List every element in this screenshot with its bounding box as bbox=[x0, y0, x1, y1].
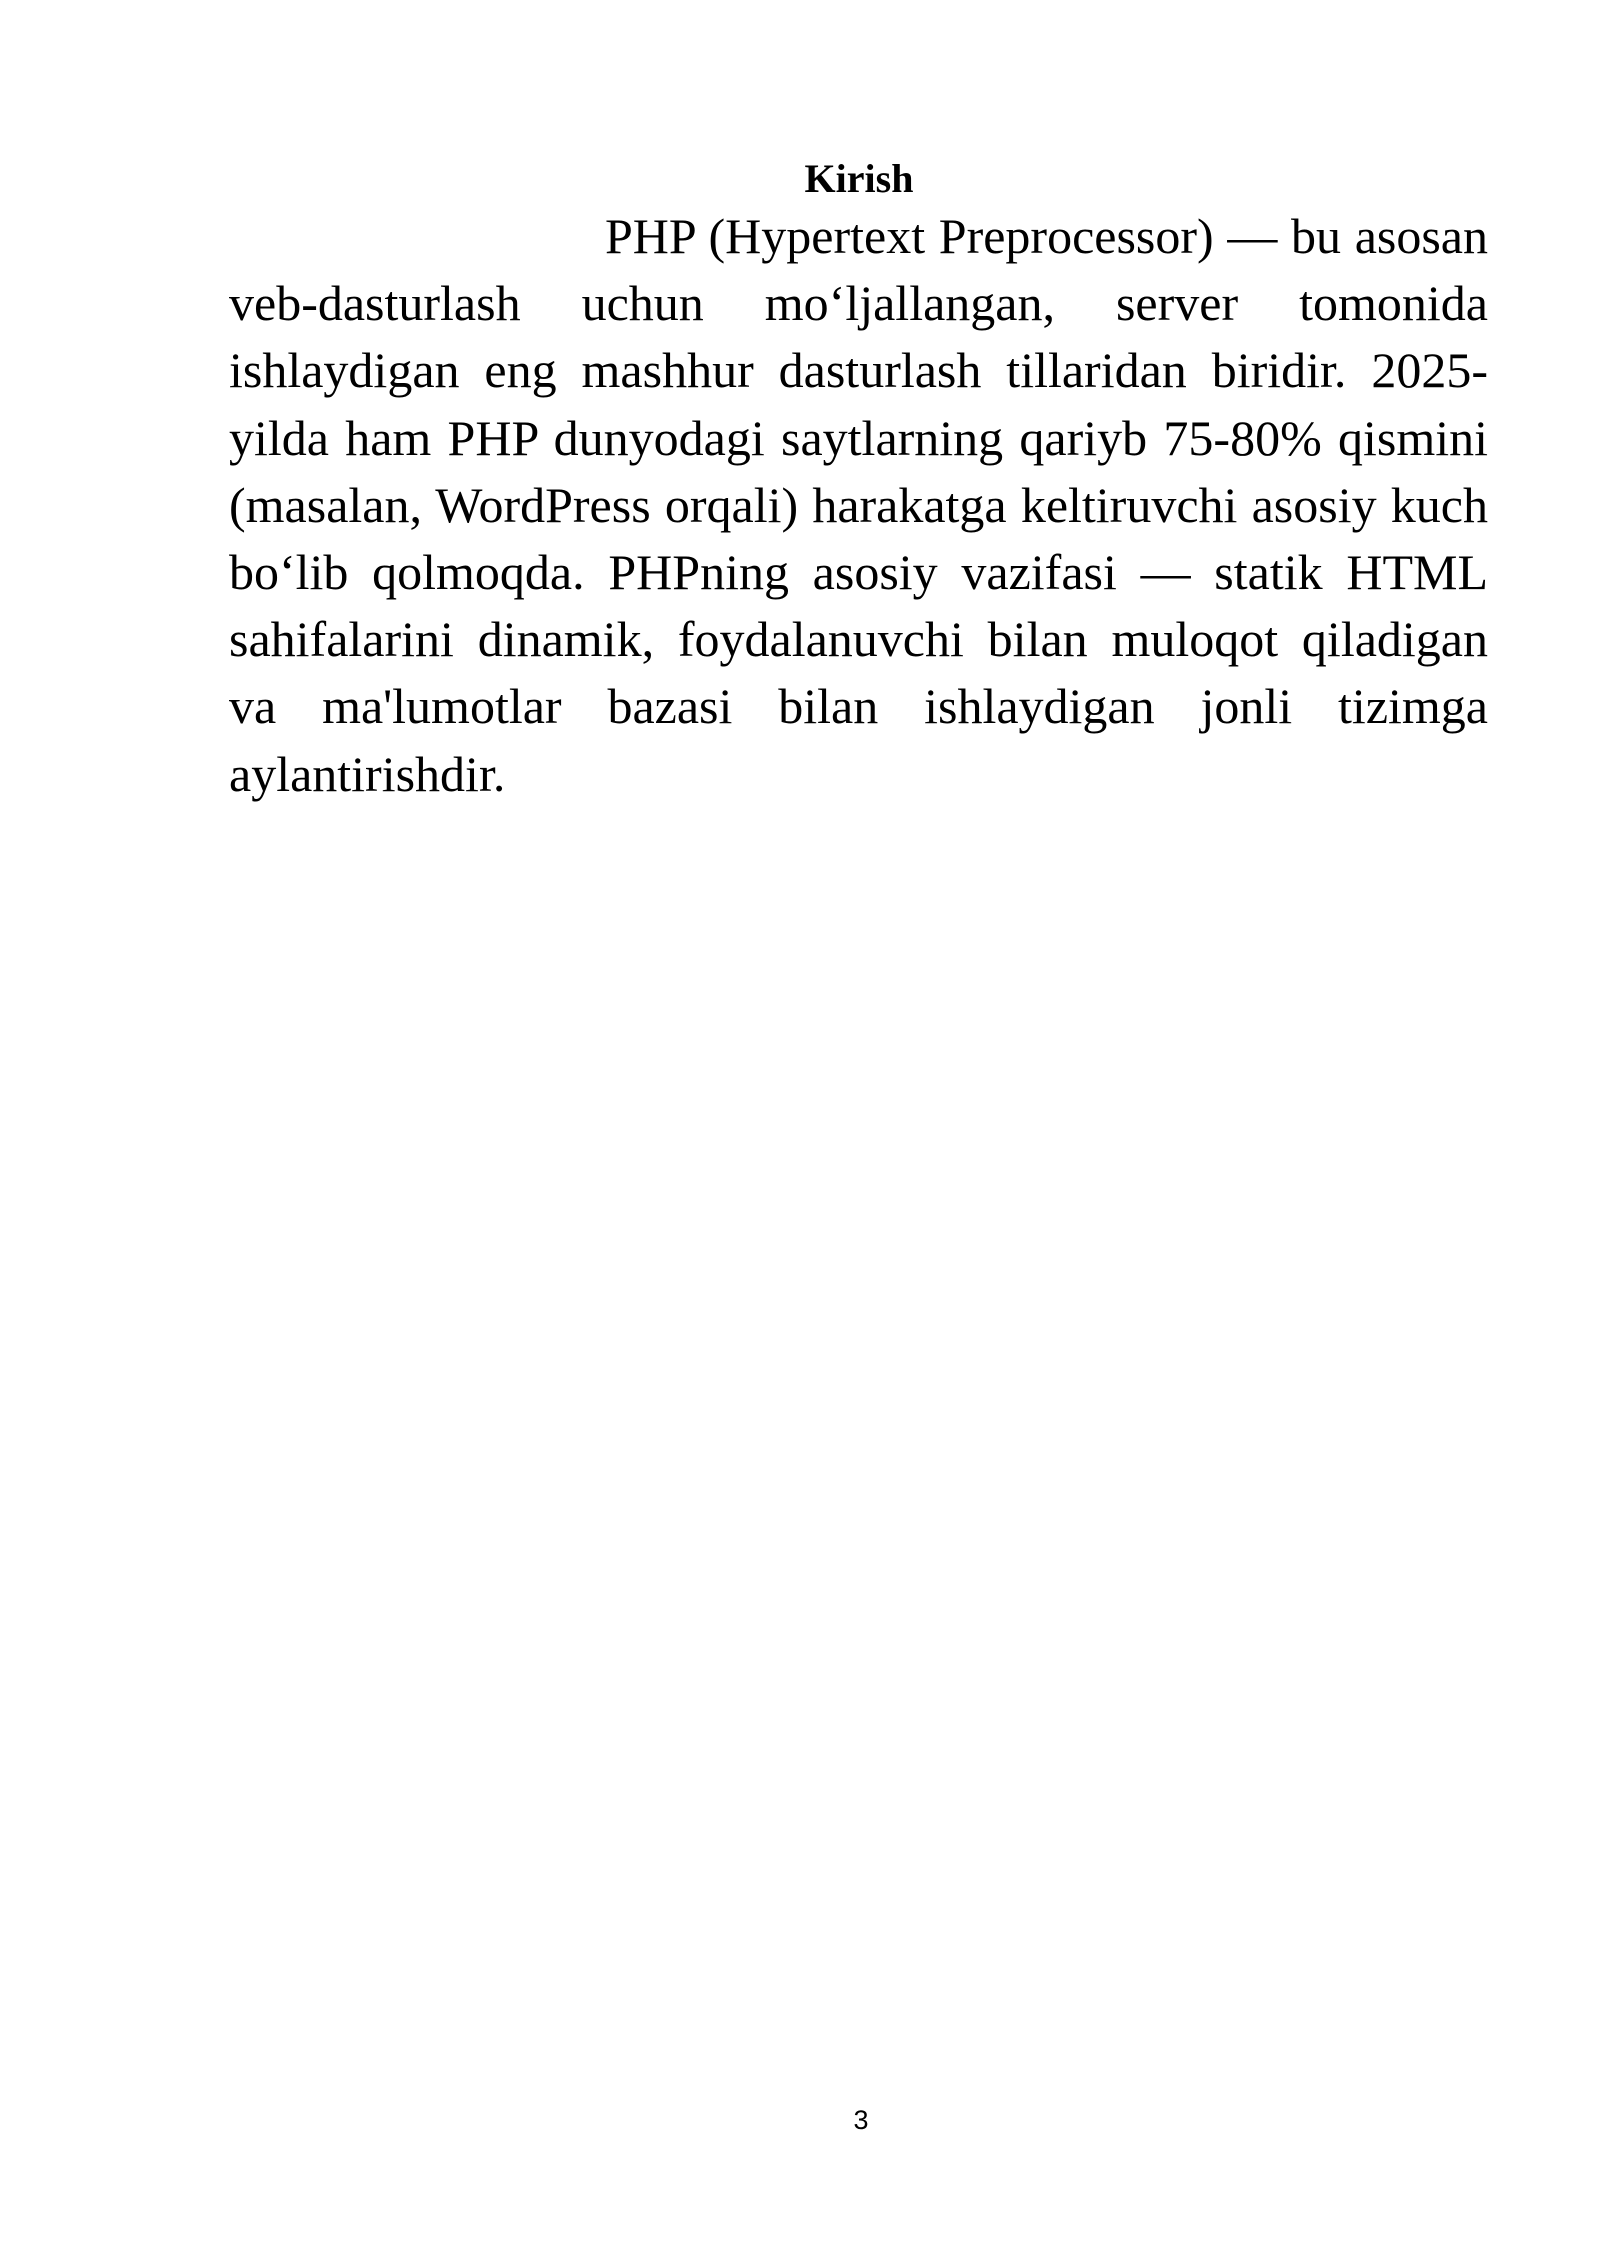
section-heading: Kirish bbox=[804, 156, 914, 201]
body-paragraph: PHP (Hypertext Preprocessor) — bu asosan veb-dasturlash uchun mo‘ljallangan, server tomonida ishlaydigan eng mashhur dasturlash tillaridan biridir. 2025-yilda ham PHP dunyodagi saytlarning qariyb 75-80% qismini (masalan, WordPress orqali) harakatga keltiruvchi asosiy kuch bo‘lib qolmoqda. PHPning asosiy vazifasi — statik HTML sahifalarini dinamik, foydalanuvchi bilan muloqot qiladigan va ma'lumotlar bazasi bilan ishlaydigan jonli tizimga aylantirishdir. bbox=[229, 208, 1488, 802]
page-number: 3 bbox=[853, 2105, 869, 2135]
